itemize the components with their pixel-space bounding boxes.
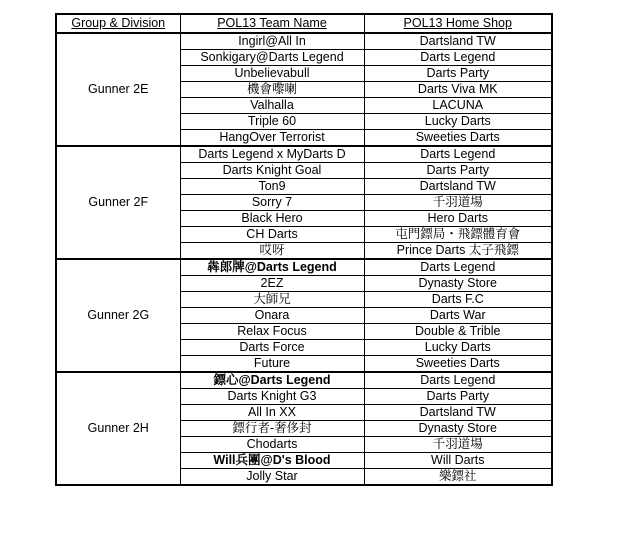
home-shop: Darts Party — [364, 163, 552, 179]
home-shop: 千羽道場 — [364, 195, 552, 211]
team-name: Unbelievabull — [180, 66, 364, 82]
home-shop: Darts Legend — [364, 146, 552, 163]
home-shop: Dartsland TW — [364, 33, 552, 50]
home-shop: Double & Trible — [364, 324, 552, 340]
team-name: 機會嚟喇 — [180, 82, 364, 98]
team-name: Valhalla — [180, 98, 364, 114]
team-name: 2EZ — [180, 276, 364, 292]
team-name: Darts Legend x MyDarts D — [180, 146, 364, 163]
header-team-name: POL13 Team Name — [180, 14, 364, 33]
home-shop: Hero Darts — [364, 211, 552, 227]
table-row — [56, 146, 552, 163]
home-shop: LACUNA — [364, 98, 552, 114]
home-shop: Dynasty Store — [364, 421, 552, 437]
home-shop: Prince Darts 太子飛鏢 — [364, 243, 552, 260]
home-shop: Darts F.C — [364, 292, 552, 308]
team-name: Ton9 — [180, 179, 364, 195]
team-name: 鏢行者-奢侈封 — [180, 421, 364, 437]
table-row — [56, 372, 552, 389]
home-shop: Darts Legend — [364, 50, 552, 66]
team-name: Sonkigary@Darts Legend — [180, 50, 364, 66]
home-shop: Sweeties Darts — [364, 130, 552, 147]
header-group-division: Group & Division — [56, 14, 180, 33]
team-name: Onara — [180, 308, 364, 324]
home-shop: Darts Party — [364, 389, 552, 405]
home-shop: Sweeties Darts — [364, 356, 552, 373]
home-shop: Dynasty Store — [364, 276, 552, 292]
team-name: Jolly Star — [180, 469, 364, 486]
table-row — [56, 259, 552, 276]
team-name: CH Darts — [180, 227, 364, 243]
home-shop: Dartsland TW — [364, 179, 552, 195]
team-name: Sorry 7 — [180, 195, 364, 211]
team-name: Chodarts — [180, 437, 364, 453]
team-name: Darts Force — [180, 340, 364, 356]
home-shop: Darts Legend — [364, 259, 552, 276]
home-shop: Lucky Darts — [364, 114, 552, 130]
header-home-shop: POL13 Home Shop — [364, 14, 552, 33]
home-shop: Darts War — [364, 308, 552, 324]
home-shop: Will Darts — [364, 453, 552, 469]
team-name: Will兵團@D's Blood — [180, 453, 364, 469]
home-shop: 千羽道場 — [364, 437, 552, 453]
team-name: HangOver Terrorist — [180, 130, 364, 147]
home-shop: Darts Viva MK — [364, 82, 552, 98]
team-name: 犇郎牌@Darts Legend — [180, 259, 364, 276]
team-name: Black Hero — [180, 211, 364, 227]
team-name: 哎呀 — [180, 243, 364, 260]
team-name: Triple 60 — [180, 114, 364, 130]
team-name: Relax Focus — [180, 324, 364, 340]
home-shop: Darts Party — [364, 66, 552, 82]
team-name: Darts Knight Goal — [180, 163, 364, 179]
team-name: All In XX — [180, 405, 364, 421]
group-label: Gunner 2H — [56, 372, 180, 485]
team-name: Darts Knight G3 — [180, 389, 364, 405]
group-label: Gunner 2G — [56, 259, 180, 372]
team-name: 大師兄 — [180, 292, 364, 308]
home-shop: 屯門鏢局・飛鏢體育會 — [364, 227, 552, 243]
header-row — [56, 14, 552, 33]
group-label: Gunner 2F — [56, 146, 180, 259]
home-shop: Lucky Darts — [364, 340, 552, 356]
division-table — [55, 13, 553, 486]
home-shop: Dartsland TW — [364, 405, 552, 421]
team-name: Ingirl@All In — [180, 33, 364, 50]
home-shop: 樂鏢社 — [364, 469, 552, 486]
home-shop: Darts Legend — [364, 372, 552, 389]
team-name: Future — [180, 356, 364, 373]
team-name: 鏢心@Darts Legend — [180, 372, 364, 389]
group-label: Gunner 2E — [56, 33, 180, 146]
table-row — [56, 33, 552, 50]
